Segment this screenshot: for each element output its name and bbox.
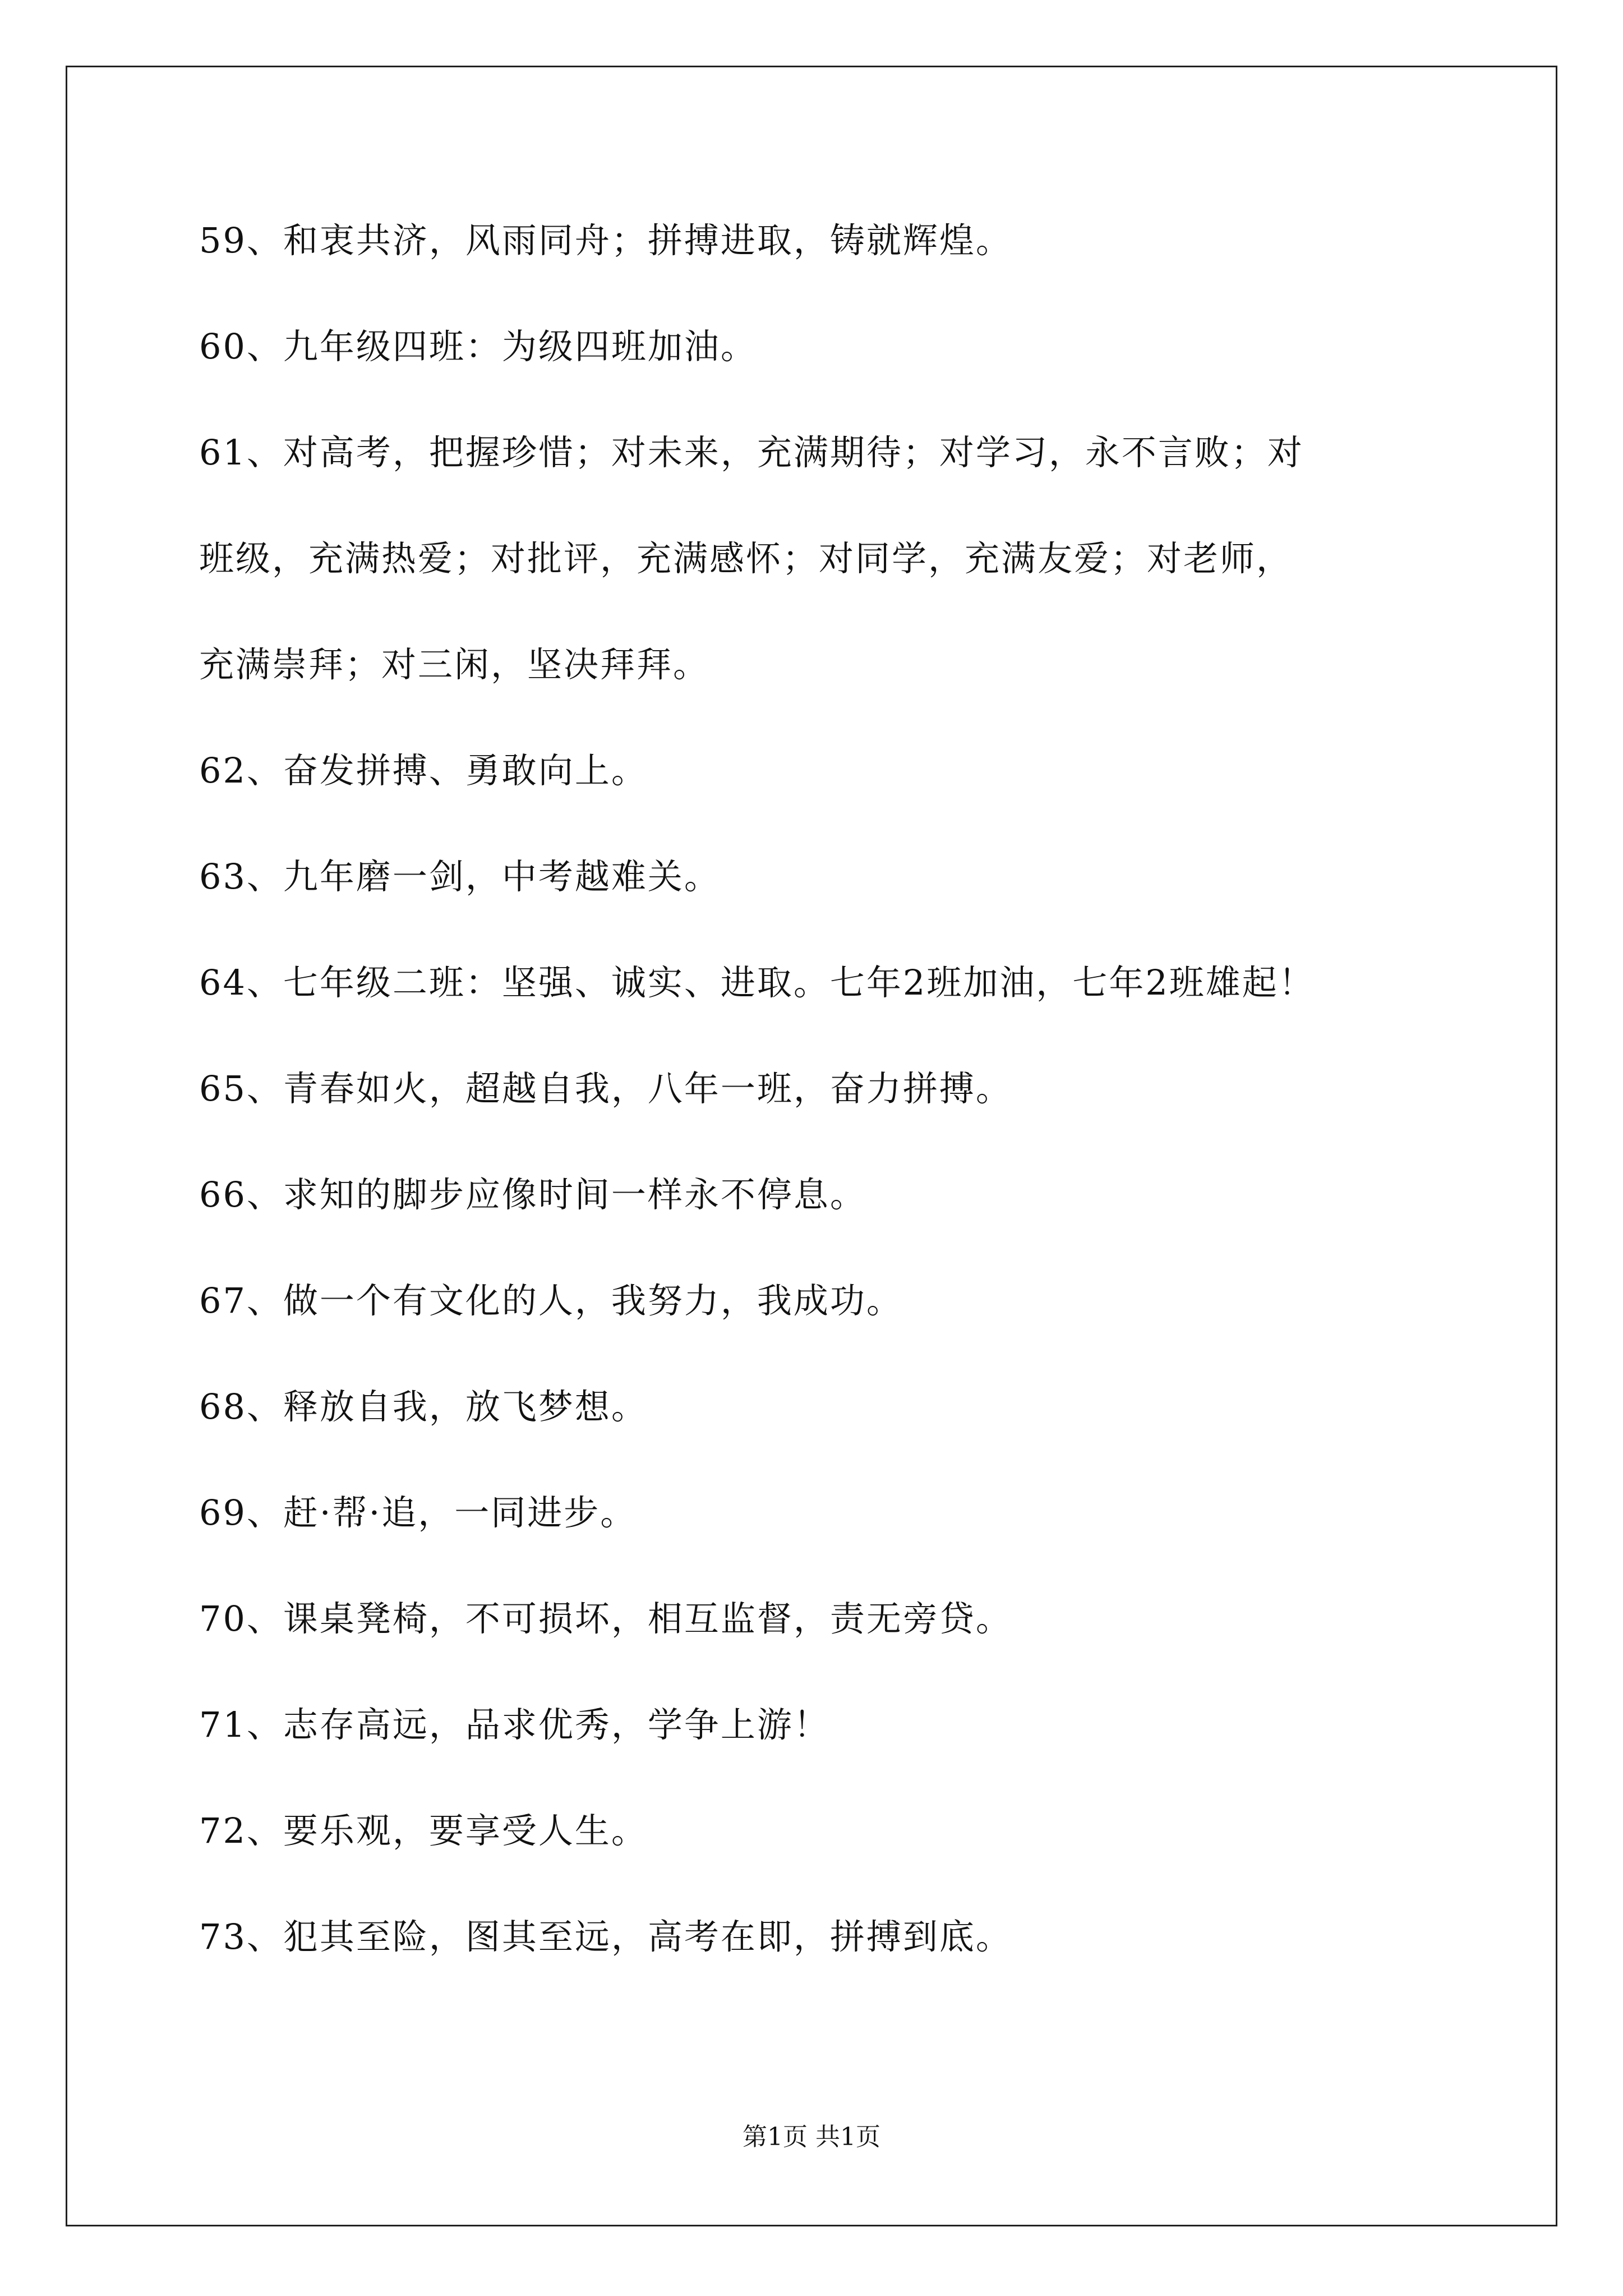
text-line: 61、对高考，把握珍惜；对未来，充满期待；对学习，永不言败；对 (199, 432, 1304, 473)
text-line: 63、九年磨一剑，中考越难关。 (199, 856, 721, 897)
text-line: 67、做一个有文化的人，我努力，我成功。 (199, 1280, 903, 1321)
text-line: 68、释放自我，放飞梦想。 (199, 1386, 648, 1427)
text-line: 充满崇拜；对三闲，坚决拜拜。 (199, 644, 710, 685)
page-footer: 第1页 共1页 (743, 2123, 880, 2151)
slogan-list (199, 220, 1461, 2026)
text-line: 65、青春如火，超越自我，八年一班，奋力拼搏。 (199, 1068, 1012, 1109)
text-line: 64、七年级二班：坚强、诚实、进取。七年2班加油，七年2班雄起！ (199, 962, 1315, 1003)
text-line: 班级，充满热爱；对批评，充满感怀；对同学，充满友爱；对老师， (199, 538, 1293, 579)
text-line: 60、九年级四班：为级四班加油。 (199, 326, 757, 367)
text-line: 72、要乐观，要享受人生。 (199, 1810, 648, 1851)
text-line: 62、奋发拼搏、勇敢向上。 (199, 750, 648, 791)
text-line: 73、犯其至险，图其至远，高考在即，拼搏到底。 (199, 1916, 1012, 1957)
text-line: 70、课桌凳椅，不可损坏，相互监督，责无旁贷。 (199, 1598, 1012, 1639)
text-line: 59、和衷共济，风雨同舟；拼搏进取，铸就辉煌。 (199, 220, 1012, 261)
text-line: 71、志存高远，品求优秀，学争上游！ (199, 1704, 830, 1745)
text-line: 66、求知的脚步应像时间一样永不停息。 (199, 1174, 866, 1215)
text-line: 69、赶·帮·追，一同进步。 (199, 1492, 637, 1533)
